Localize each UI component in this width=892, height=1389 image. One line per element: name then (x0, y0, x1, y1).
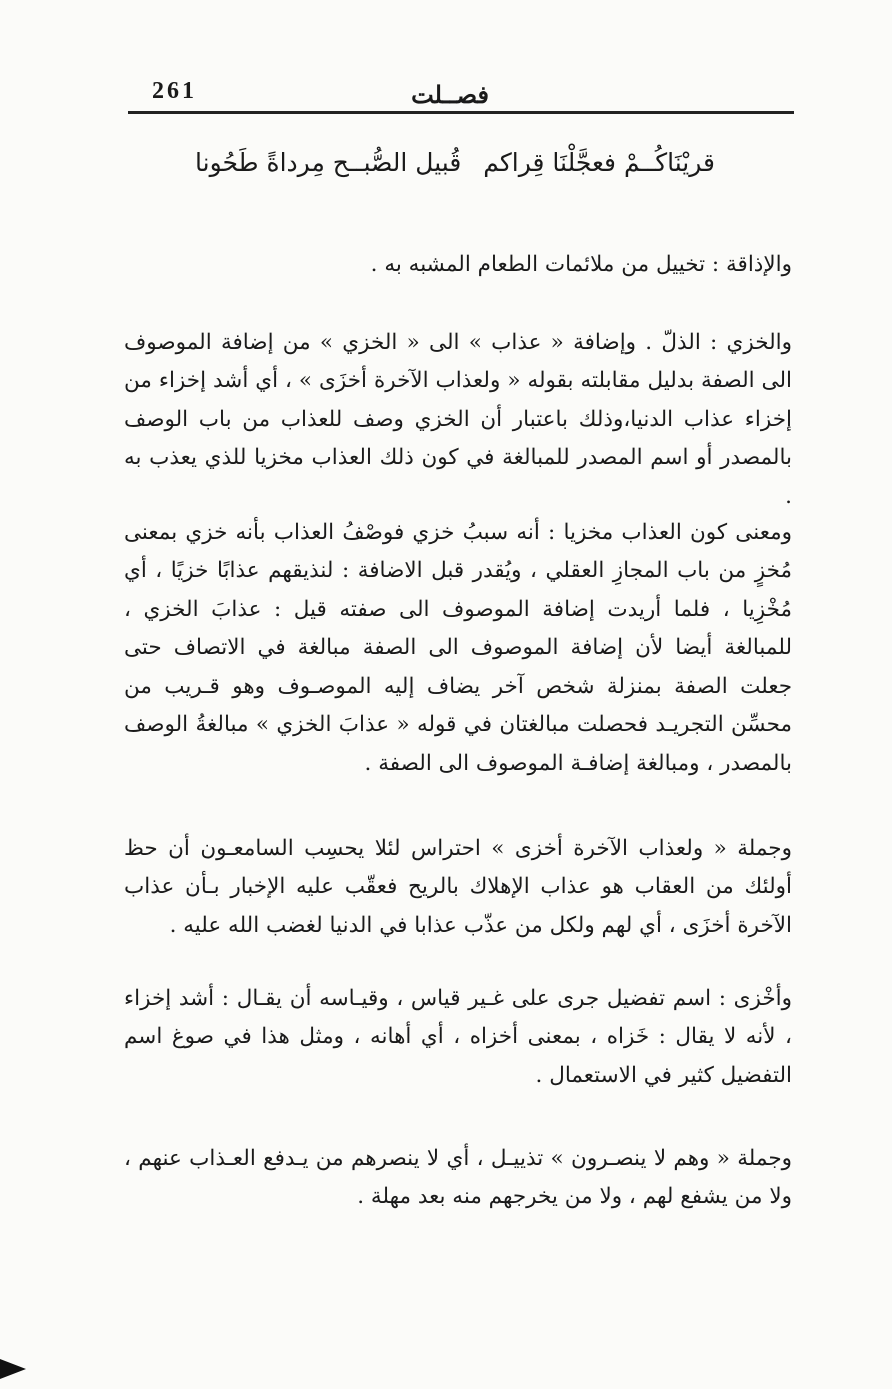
verse-hemistich-second: قُبيل الصُّبــح مِرداةً طَحُونا (195, 148, 462, 177)
verse-hemistich-first: قريْنَاكُــمْ فعجَّلْنَا قِراكم (483, 148, 715, 177)
page-number: 261 (152, 78, 197, 104)
paragraph-disgracing-punishment: ومعنى كون العذاب مخزيا : أنه سببُ خزي فوصْفُ العذاب بأنه خزي بمعنى مُخزٍ من باب المجازِ العقلي ، ويُقدر قبل الاضافة : لنذيقهم عذابًا خزيًا ، أي مُخْزِيا ، فلما أريدت إضافة الموصوف الى صفته قيل : عذابَ الخزي ، للمبالغة أيضا لأن إضافة الموصوف الى الصفة مبالغة في الاتصاف حتى جعلت الصفة بمنزلة شخص آخر يضاف إليه الموصـوف وهو قـريب من محسِّن التجريـد فحصلت مبالغتان في قوله « عذابَ الخزي » مبالغةُ الوصف بالمصدر ، ومبالغة إضافـة الموصوف الى الصفة . (124, 519, 792, 776)
header-rule (128, 111, 794, 114)
paragraph-tasting: والإذاقة : تخييل من ملائمات الطعام المشبه به . (370, 251, 792, 277)
paragraph-disgrace: والخزي : الذلّ . وإضافة « عذاب » الى « الخزي » من إضافة الموصوف الى الصفة بدليل مقابلته بقوله « ولعذاب الآخرة أخزَى » ، أي أشد إخزاء من إخزاء عذاب الدنيا،وذلك باعتبار أن الخزي وصف للعذاب من باب الوصف بالمصدر أو اسم المصدر للمبالغة في كون ذلك العذاب مخزيا للذي يعذب به . (124, 329, 792, 509)
running-title: فصــلت (411, 80, 489, 109)
verse-line (195, 148, 715, 194)
paragraph-not-helped: وجملة « وهم لا ينصـرون » تذييـل ، أي لا ينصرهم من يـدفع العـذاب عنهم ، ولا من يشفع لهم ، ولا من يخرجهم منه بعد مهلة . (124, 1145, 792, 1209)
paragraph-superlative: وأخْزى : اسم تفضيل جرى على غـير قياس ، وقيـاسه أن يقـال : أشد إخزاء ، لأنه لا يقال : خَزاه ، بمعنى أخزاه ، أي أهانه ، ومثل هذا في صوغ اسم التفضيل كثير في الاستعمال . (124, 985, 792, 1088)
corner-arrow-mark (0, 1359, 26, 1379)
paragraph-hereafter-clause: وجملة « ولعذاب الآخرة أخزى » احتراس لئلا يحسِب السامعـون أن حظ أولئك من العقاب هو عذاب الإهلاك بالريح فعقّب عليه الإخبار بـأن عذاب الآخرة أخزَى ، أي لهم ولكل من عذّب عذابا في الدنيا لغضب الله عليه . (124, 835, 792, 938)
